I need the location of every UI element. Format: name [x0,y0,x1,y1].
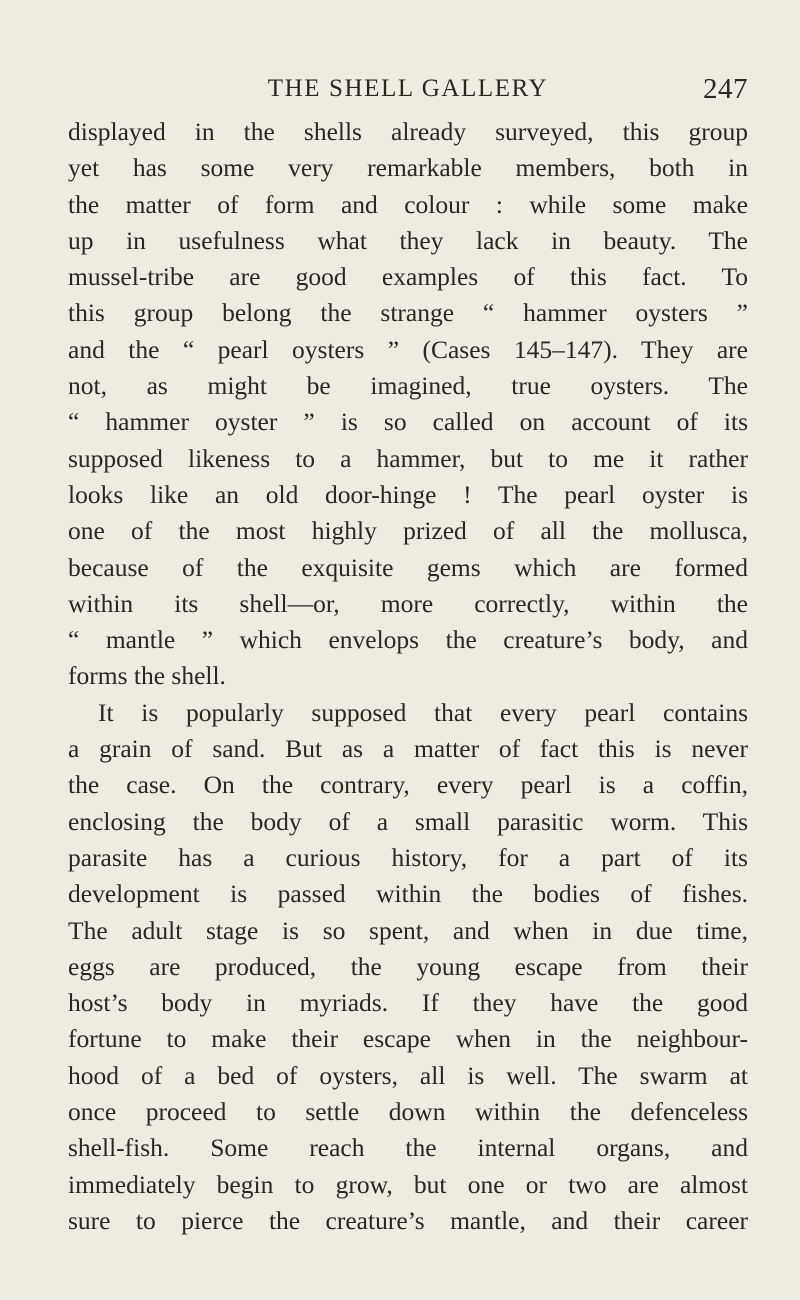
text-line: fortune to make their escape when in the neighbour- [68,1024,748,1054]
text-line: not, as might be imagined, true oysters. The [68,371,748,401]
text-line: host’s body in myriads. If they have the good [68,988,748,1018]
page-number: 247 [703,73,748,105]
text-line: the case. On the contrary, every pearl is a coffin, [68,770,748,800]
text-line: hood of a bed of oysters, all is well. The swarm at [68,1060,748,1090]
text-line: within its shell—or, more correctly, within the [68,588,748,618]
text-line: The adult stage is so spent, and when in due time, [68,915,748,945]
text-line: immediately begin to grow, but one or two are almost [68,1169,748,1199]
text-line: “ mantle ” which envelops the creature’s body, and [68,625,748,655]
text-line: this group belong the strange “ hammer oysters ” [68,298,748,328]
text-line: because of the exquisite gems which are formed [68,552,748,582]
text-line: “ hammer oyster ” is so called on account of its [68,407,748,437]
text-line: eggs are produced, the young escape from their [68,951,748,981]
running-header [68,74,748,104]
text-line: It is popularly supposed that every pearl contains [98,697,748,727]
text-line: forms the shell. [68,661,226,691]
text-line: a grain of sand. But as a matter of fact this is never [68,734,748,764]
text-line: displayed in the shells already surveyed, this group [68,117,748,146]
text-line: yet has some very remarkable members, both in [68,153,748,183]
text-line: development is passed within the bodies of fishes. [68,879,748,909]
text-line: one of the most highly prized of all the mollusca, [68,516,748,546]
text-line: looks like an old door-hinge ! The pearl oyster is [68,479,748,509]
running-title: THE SHELL GALLERY [267,75,549,102]
text-line: up in usefulness what they lack in beauty. The [68,225,748,255]
text-line: and the “ pearl oysters ” (Cases 145–147). They are [68,334,748,364]
text-line: supposed likeness to a hammer, but to me it rather [68,443,748,473]
body-text [68,114,748,1239]
text-line: shell-fish. Some reach the internal organs, and [68,1133,748,1163]
text-line: sure to pierce the creature’s mantle, and their career [68,1205,748,1235]
text-line: enclosing the body of a small parasitic worm. This [68,806,748,836]
text-line: the matter of form and colour : while some make [68,189,748,219]
text-line: parasite has a curious history, for a part of its [68,842,748,872]
text-line: once proceed to settle down within the defenceless [68,1097,748,1127]
text-line: mussel-tribe are good examples of this fact. To [68,262,748,292]
